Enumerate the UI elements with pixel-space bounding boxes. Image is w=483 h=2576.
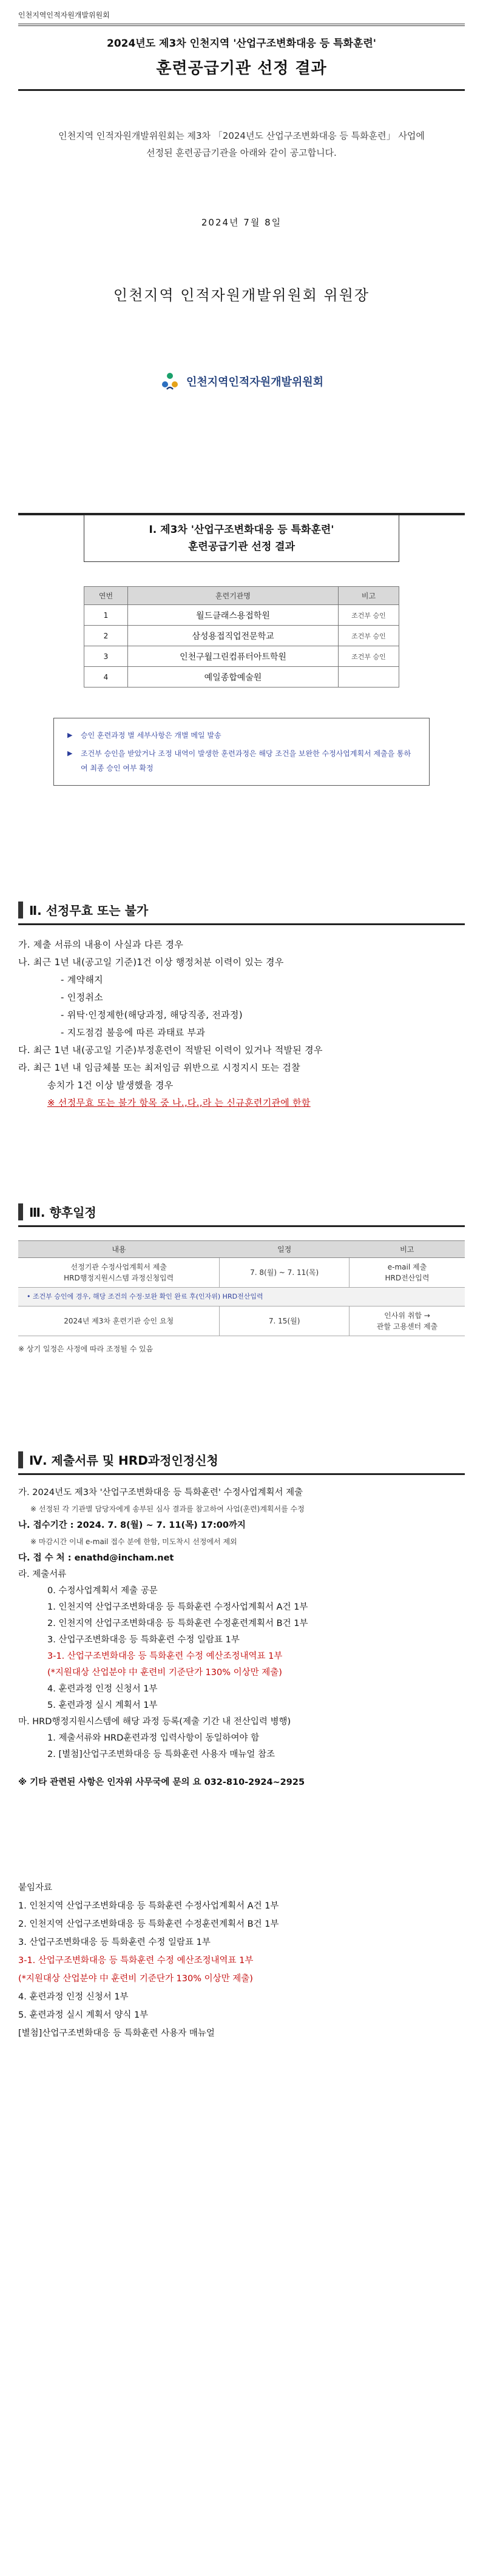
section-3-title: Ⅲ. 향후일정 [29, 1205, 96, 1220]
line: 가. 제출 서류의 내용이 사실과 다른 경우 [18, 939, 184, 950]
section-4-title: Ⅳ. 제출서류 및 HRD과정인정신청 [29, 1453, 218, 1468]
schedule-date: 7. 8(월) ~ 7. 11(목) [220, 1258, 350, 1288]
org-header: 인천지역인적자원개발위원회 [18, 11, 110, 19]
schedule-note: 인사위 취합 → 관할 고용센터 제출 [349, 1306, 465, 1336]
header-divider [18, 24, 465, 26]
section-4-line: ※ 마감시간 이내 e-mail 접수 분에 한함, 미도착시 선정에서 제외 [30, 1537, 237, 1546]
table-row [18, 1306, 465, 1336]
section-2 [18, 901, 465, 1112]
section-4-line: 5. 훈련과정 실시 계획서 1부 [47, 1701, 158, 1710]
attachment-item: 3-1. 산업구조변화대응 등 특화훈련 수정 예산조정내역표 1부 [18, 1956, 254, 1965]
committee-name: 인천지역 인적자원개발위원회 위원장 [113, 287, 370, 304]
section-4-line: 3. 산업구조변화대응 등 특화훈련 수정 일람표 1부 [47, 1635, 240, 1645]
col-header-note: 비고 [349, 1241, 465, 1258]
selected-institutions-table [84, 586, 399, 687]
attachment-item: (*지원대상 산업분야 中 훈련비 기준단가 130% 이상만 제출) [18, 1974, 253, 1984]
section-4-line: 3-1. 산업구조변화대응 등 특화훈련 수정 예산조정내역표 1부 [47, 1651, 283, 1661]
row-no: 3 [84, 646, 128, 667]
line: 나. 최근 1년 내(공고일 기준)1건 이상 행정처분 이력이 있는 경우 [18, 957, 284, 968]
col-header-note: 비고 [339, 587, 399, 605]
line-note-red: ※ 선정무효 또는 불가 항목 중 나.,다.,라 는 신규훈련기관에 한함 [47, 1097, 311, 1108]
schedule-table [18, 1240, 465, 1336]
col-header-name: 훈련기관명 [128, 587, 339, 605]
attachment-item: 5. 훈련과정 실시 계획서 양식 1부 [18, 2010, 149, 2020]
notice-item [67, 746, 416, 775]
section-4-line: 1. 제출서류와 HRD훈련과정 입력사항이 동일하여야 함 [47, 1733, 260, 1743]
table-note-row [18, 1288, 465, 1306]
col-header-content: 내용 [18, 1241, 220, 1258]
row-name: 월드클래스용접학원 [128, 605, 339, 626]
notice-item [67, 728, 416, 743]
org-logo [18, 371, 465, 392]
attachments [18, 1879, 465, 2042]
announce-date: 2024년 7월 8일 [201, 217, 282, 228]
section-3 [18, 1203, 465, 1354]
section-bar [18, 1203, 23, 1220]
row-note: 조건부 승인 [339, 605, 399, 626]
section-2-body [18, 936, 465, 1112]
row-no: 1 [84, 605, 128, 626]
line: - 계약해지 [61, 974, 103, 985]
section-4-line: 마. HRD행정지원시스템에 해당 과정 등록(제출 기간 내 전산입력 병행) [18, 1717, 291, 1727]
section-4-line: ※ 선정된 각 기관별 담당자에게 송부된 심사 결과를 참고하여 사업(훈련)계획서를 수정 [30, 1505, 305, 1513]
col-header-date: 일정 [220, 1241, 350, 1258]
line: - 위탁·인정제한(해당과정, 해당직종, 전과정) [61, 1009, 243, 1020]
row-no: 4 [84, 667, 128, 687]
org-logo-icon [160, 371, 180, 392]
col-header-no: 연번 [84, 587, 128, 605]
triangle-bullet-icon: ▶ [67, 731, 73, 739]
section-4-line: 4. 훈련과정 인정 신청서 1부 [47, 1684, 158, 1694]
bottom-spacer [18, 2042, 465, 2079]
attachment-item: 4. 훈련과정 인정 신청서 1부 [18, 1992, 129, 2002]
section-bar [18, 1451, 23, 1468]
triangle-bullet-icon: ▶ [67, 749, 73, 757]
org-logo-text: 인천지역인적자원개발위원회 [186, 376, 324, 389]
section-4-line: 라. 제출서류 [18, 1570, 67, 1579]
table-row [84, 667, 399, 687]
row-no: 2 [84, 626, 128, 646]
attachments-list [18, 1897, 465, 2042]
schedule-note: e-mail 제출 HRD전산입력 [349, 1258, 465, 1288]
section-4-line: 2. [별첨]산업구조변화대응 등 특화훈련 사용자 매뉴얼 참조 [47, 1750, 275, 1759]
row-name: 예일종합예술원 [128, 667, 339, 687]
section-2-header [18, 901, 465, 925]
section-4-line: 다. 접 수 처 : enathd@incham.net [18, 1553, 174, 1563]
section-4-line: (*지원대상 산업분야 中 훈련비 기준단가 130% 이상만 제출) [47, 1668, 282, 1678]
intro-text: 인천지역 인적자원개발위원회는 제3차 「2024년도 산업구조변화대응 등 특화훈련」 사업에 선정된 훈련공급기관을 아래와 같이 공고합니다. [58, 130, 425, 158]
table-row [84, 646, 399, 667]
line: 다. 최근 1년 내(공고일 기준)부정훈련이 적발된 이력이 있거나 적발된 경우 [18, 1045, 323, 1055]
section-2-title: Ⅱ. 선정무효 또는 불가 [29, 903, 149, 918]
section-1-title-box [84, 515, 399, 562]
section-4 [18, 1451, 465, 1788]
table-row [84, 605, 399, 626]
line: - 지도점검 불응에 따른 과태료 부과 [61, 1027, 206, 1038]
notice-text: 조건부 승인을 받았거나 조정 내역이 발생한 훈련과정은 해당 조건을 보완한 수정사업계획서 제출을 통하여 최종 승인 여부 확정 [81, 749, 411, 772]
line: 송치가 1건 이상 발생했을 경우 [47, 1080, 174, 1091]
table-row [84, 626, 399, 646]
line: - 인정취소 [61, 992, 103, 1003]
row-note: 조건부 승인 [339, 646, 399, 667]
section-1-title-line2: 훈련공급기관 선정 결과 [187, 541, 296, 553]
schedule-content: 2024년 제3차 훈련기관 승인 요청 [18, 1306, 220, 1336]
schedule-content: 선정기관 수정사업계획서 제출 HRD행정지원시스템 과정신청입력 [18, 1258, 220, 1288]
doc-title-line1: 2024년도 제3차 인천지역 '산업구조변화대응 등 특화훈련' [106, 38, 376, 50]
section-3-header [18, 1203, 465, 1227]
schedule-note-text: • 조건부 승인에 경우, 해당 조건의 수정·보완 확인 완료 후(인자위) HRD전산입력 [18, 1288, 465, 1306]
section-4-line: 2. 인천지역 산업구조변화대응 등 특화훈련 수정훈련계획서 B건 1부 [47, 1619, 308, 1628]
attachments-title: 붙임자료 [18, 1883, 53, 1893]
section-4-header [18, 1451, 465, 1475]
schedule-footnote: ※ 상기 일정은 사정에 따라 조정될 수 있음 [18, 1345, 154, 1353]
row-note [339, 667, 399, 687]
table-row [18, 1258, 465, 1288]
attachment-item: 1. 인천지역 산업구조변화대응 등 특화훈련 수정사업계획서 A건 1부 [18, 1901, 279, 1911]
section-bar [18, 902, 23, 918]
row-note: 조건부 승인 [339, 626, 399, 646]
section-1 [18, 513, 465, 786]
section-1-title-line1: Ⅰ. 제3차 '산업구조변화대응 등 특화훈련' [149, 524, 334, 536]
row-name: 삼성용접직업전문학교 [128, 626, 339, 646]
section-4-line: 나. 접수기간 : 2024. 7. 8(월) ~ 7. 11(목) 17:00까지 [18, 1521, 246, 1530]
approval-notice-box [53, 718, 430, 786]
schedule-date: 7. 15(월) [220, 1306, 350, 1336]
row-name: 인천구월그린컴퓨터아트학원 [128, 646, 339, 667]
section-4-body [18, 1485, 465, 1763]
section-4-line: 1. 인천지역 산업구조변화대응 등 특화훈련 수정사업계획서 A건 1부 [47, 1602, 308, 1612]
attachment-item: [별첨]산업구조변화대응 등 특화훈련 사용자 매뉴얼 [18, 2029, 215, 2038]
attachment-item: 2. 인천지역 산업구조변화대응 등 특화훈련 수정훈련계획서 B건 1부 [18, 1919, 279, 1929]
section-4-line: 가. 2024년도 제3차 '산업구조변화대응 등 특화훈련' 수정사업계획서 제출 [18, 1488, 303, 1497]
section-4-line: 0. 수정사업계획서 제출 공문 [47, 1586, 158, 1596]
contact-line: ※ 기타 관련된 사항은 인자위 사무국에 문의 요 032-810-2924~2925 [18, 1778, 305, 1787]
attachment-item: 3. 산업구조변화대응 등 특화훈련 수정 일람표 1부 [18, 1938, 211, 1947]
doc-title-line2: 훈련공급기관 선정 결과 [156, 59, 327, 78]
notice-text: 승인 훈련과정 별 세부사항은 개별 메일 발송 [81, 731, 221, 740]
line: 라. 최근 1년 내 임금체불 또는 최저임금 위반으로 시정지시 또는 검찰 [18, 1062, 300, 1073]
